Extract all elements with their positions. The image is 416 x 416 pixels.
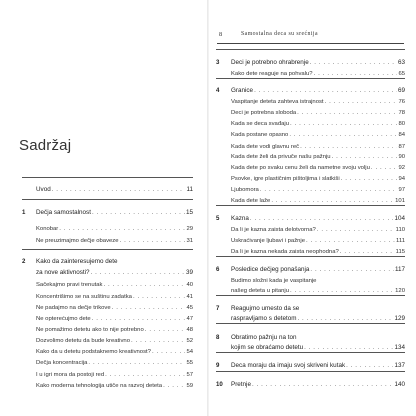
entry-title: našeg deteta u pitanju xyxy=(231,288,289,294)
dot-leader xyxy=(314,69,398,79)
section-divider xyxy=(22,199,193,200)
toc-subsection-entry xyxy=(0,325,207,335)
toc-subsection-entry xyxy=(209,130,416,140)
entry-page-number: 94 xyxy=(398,176,405,182)
entry-title: Da li je kazna nekada zaista neophodna? xyxy=(231,249,339,255)
toc-subsection-entry xyxy=(209,247,416,257)
left-page xyxy=(0,0,207,416)
entry-page-number: 76 xyxy=(398,99,405,105)
dot-leader xyxy=(260,185,398,195)
toc-subsection-entry xyxy=(0,280,207,290)
toc-subsection-entry xyxy=(209,97,416,107)
section-divider xyxy=(216,49,405,50)
entry-page-number: 80 xyxy=(398,121,405,127)
entry-title: Uvod xyxy=(36,186,51,193)
entry-page-number: 40 xyxy=(186,282,193,288)
entry-page-number: 39 xyxy=(185,269,193,276)
entry-page-number: 65 xyxy=(398,71,405,77)
toc-subsection-entry xyxy=(209,108,416,118)
entry-title: Ne pomažimo detetu ako to nije potrebno xyxy=(36,327,144,333)
toc-chapter-entry xyxy=(209,380,416,390)
entry-page-number: 47 xyxy=(186,316,193,322)
dot-leader xyxy=(254,86,397,96)
entry-title: Ne opterećujmo dete xyxy=(36,316,91,322)
entry-page-number: 117 xyxy=(394,266,405,273)
entry-page-number: 63 xyxy=(397,59,405,66)
toc-chapter-entry xyxy=(209,361,416,371)
entry-title: I u igri mora da postoji red xyxy=(36,372,105,378)
entry-title: Dečja samostalnost xyxy=(36,209,91,216)
chapter-number: 1 xyxy=(22,209,26,216)
dot-leader xyxy=(317,225,395,235)
toc-chapter-entry xyxy=(0,268,207,278)
dot-leader xyxy=(131,336,185,346)
toc-chapter-entry xyxy=(209,314,416,324)
dot-leader xyxy=(371,163,398,173)
entry-title: Kada se deca svađaju xyxy=(231,121,289,127)
dot-leader xyxy=(92,208,185,218)
entry-page-number: 101 xyxy=(395,198,405,204)
entry-title: Konobar xyxy=(36,226,59,232)
dot-leader xyxy=(325,97,398,107)
entry-title: Pretnje xyxy=(231,381,251,388)
entry-title: Deci je potrebna sloboda xyxy=(231,110,297,116)
chapter-number: 9 xyxy=(216,362,220,369)
entry-page-number: 110 xyxy=(395,227,405,233)
dot-leader xyxy=(133,292,185,302)
toc-subsection-entry xyxy=(209,185,416,195)
toc-chapter-entry xyxy=(209,343,416,353)
toc-subsection-entry xyxy=(0,303,207,313)
dot-leader xyxy=(103,280,185,290)
entry-title: Granice xyxy=(231,87,254,94)
running-title: Samostalna deca su srećnija xyxy=(241,31,319,37)
entry-page-number: 78 xyxy=(398,110,405,116)
dot-leader xyxy=(250,214,394,224)
chapter-number: 8 xyxy=(216,334,220,341)
entry-title: Kazna xyxy=(231,215,249,222)
entry-page-number: 54 xyxy=(186,349,193,355)
chapter-number: 2 xyxy=(22,258,26,265)
entry-title: za nove aktivnosti? xyxy=(36,269,90,276)
entry-page-number: 111 xyxy=(396,238,405,244)
entry-page-number: 120 xyxy=(395,288,405,294)
toc-subsection-entry xyxy=(0,224,207,234)
toc-subsection-entry xyxy=(0,358,207,368)
entry-title: Kada dete po svaku cenu želi da nametne svoju volju xyxy=(231,165,370,171)
toc-subsection-entry xyxy=(209,236,416,246)
dot-leader xyxy=(297,108,397,118)
dot-leader xyxy=(271,196,394,206)
entry-title: Deci je potrebno ohrabrenje xyxy=(231,59,309,66)
toc-subsection-entry xyxy=(0,347,207,357)
entry-page-number: 52 xyxy=(186,338,193,344)
toc-subsection-entry xyxy=(209,276,416,286)
entry-page-number: 134 xyxy=(394,344,405,351)
toc-subsection-entry xyxy=(209,163,416,173)
chapter-number: 4 xyxy=(216,87,220,94)
section-divider xyxy=(22,249,193,250)
entry-page-number: 29 xyxy=(186,226,193,232)
entry-title: Deca moraju da imaju svoj skriveni kutak xyxy=(231,362,346,369)
chapter-number: 3 xyxy=(216,59,220,66)
toc-subsection-entry xyxy=(209,152,416,162)
section-divider xyxy=(216,371,405,372)
entry-title: kojim se obraćamo detetu xyxy=(231,344,304,351)
chapter-number: 10 xyxy=(216,381,223,388)
entry-page-number: 48 xyxy=(186,327,193,333)
chapter-number: 5 xyxy=(216,215,220,222)
dot-leader xyxy=(289,130,397,140)
chapter-number: 7 xyxy=(216,305,220,312)
entry-title: Reagujmo umesto da se xyxy=(231,305,300,312)
entry-title: Kada dete laže xyxy=(231,198,271,204)
dot-leader xyxy=(300,142,397,152)
entry-title: Ne preuzimajmo dečje obaveze xyxy=(36,238,119,244)
entry-page-number: 97 xyxy=(398,187,405,193)
entry-title: Budimo složni kada je vaspitanje xyxy=(231,278,317,284)
entry-page-number: 59 xyxy=(186,383,193,389)
entry-page-number: 45 xyxy=(186,305,193,311)
toc-chapter-entry xyxy=(209,304,416,314)
dot-leader xyxy=(290,119,397,129)
entry-title: Da li je kazna zaista delotvorna? xyxy=(231,227,316,233)
page-number: 8 xyxy=(219,31,223,38)
dot-leader xyxy=(290,286,394,296)
entry-title: Sačekajmo pravi trenutak xyxy=(36,282,103,288)
entry-title: Uskraćivanje ljubavi i pažnje xyxy=(231,238,305,244)
dot-leader xyxy=(163,381,185,391)
toc-chapter-entry xyxy=(209,58,416,68)
toc-chapter-entry xyxy=(209,333,416,343)
entry-page-number: 137 xyxy=(394,362,405,369)
toc-subsection-entry xyxy=(209,196,416,206)
dot-leader xyxy=(332,152,398,162)
entry-title: Kako da zainteresujemo dete xyxy=(36,258,118,265)
entry-title: Kako moderna tehnologija utiče na razvoj deteta xyxy=(36,383,163,389)
dot-leader xyxy=(91,268,185,278)
entry-page-number: 115 xyxy=(395,249,405,255)
toc-subsection-entry xyxy=(0,292,207,302)
entry-title: Ne padajmo na dečje trikove xyxy=(36,305,111,311)
dot-leader xyxy=(152,347,185,357)
entry-page-number: 104 xyxy=(394,215,405,222)
dot-leader xyxy=(112,303,186,313)
entry-title: Kada dete vodi glavnu reč xyxy=(231,144,300,150)
entry-title: Obratimo pažnju na ton xyxy=(231,334,297,341)
section-divider xyxy=(22,177,193,178)
entry-page-number: 90 xyxy=(398,154,405,160)
dot-leader xyxy=(105,370,185,380)
toc-subsection-entry xyxy=(0,314,207,324)
dot-leader xyxy=(346,361,393,371)
dot-leader xyxy=(88,358,185,368)
dot-leader xyxy=(92,314,186,324)
toc-heading: Sadržaj xyxy=(19,137,72,154)
toc-subsection-entry xyxy=(0,236,207,246)
dot-leader xyxy=(59,224,185,234)
dot-leader xyxy=(306,236,395,246)
toc-chapter-entry xyxy=(0,257,207,267)
dot-leader xyxy=(297,314,393,324)
entry-title: Kada postane opasno xyxy=(231,132,289,138)
dot-leader xyxy=(52,185,186,195)
dot-leader xyxy=(145,325,186,335)
entry-title: Dozvolimo detetu da bude kreativno xyxy=(36,338,130,344)
entry-page-number: 41 xyxy=(186,294,193,300)
entry-title: Kada dete želi da privuče našu pažnju xyxy=(231,154,331,160)
toc-subsection-entry xyxy=(209,119,416,129)
entry-page-number: 31 xyxy=(186,238,193,244)
toc-chapter-entry xyxy=(209,214,416,224)
toc-chapter-entry xyxy=(209,86,416,96)
entry-page-number: 140 xyxy=(394,381,405,388)
dot-leader xyxy=(304,343,393,353)
entry-title: Vaspitanje deteta zahteva istrajnost xyxy=(231,99,324,105)
toc-subsection-entry xyxy=(209,286,416,296)
toc-chapter-entry xyxy=(0,208,207,218)
dot-leader xyxy=(310,265,394,275)
entry-title: Kako da u detetu podstaknemo kreativnost? xyxy=(36,349,151,355)
entry-page-number: 57 xyxy=(186,372,193,378)
entry-page-number: 84 xyxy=(398,132,405,138)
entry-title: Koncentrišimo se na suštinu zadatka xyxy=(36,294,132,300)
toc-subsection-entry xyxy=(209,142,416,152)
dot-leader xyxy=(341,174,398,184)
dot-leader xyxy=(340,247,395,257)
entry-page-number: 11 xyxy=(186,186,193,193)
entry-page-number: 87 xyxy=(398,144,405,150)
toc-subsection-entry xyxy=(0,370,207,380)
entry-title: raspravljamo s detetom xyxy=(231,315,297,322)
entry-title: Posledice dečjeg ponašanja xyxy=(231,266,310,273)
toc-subsection-entry xyxy=(209,174,416,184)
entry-page-number: 129 xyxy=(394,315,405,322)
entry-title: Kako dete reaguje na pohvalu? xyxy=(231,71,313,77)
running-header xyxy=(217,31,404,44)
chapter-number: 6 xyxy=(216,266,220,273)
toc-chapter-entry xyxy=(0,185,207,195)
dot-leader xyxy=(120,236,186,246)
dot-leader xyxy=(252,380,394,390)
toc-subsection-entry xyxy=(0,336,207,346)
right-page xyxy=(209,0,416,416)
entry-page-number: 55 xyxy=(186,360,193,366)
dot-leader xyxy=(310,58,397,68)
entry-title: Psovke, igre plastičnim pištoljima i slatkiši xyxy=(231,176,340,182)
entry-page-number: 92 xyxy=(398,165,405,171)
entry-title: Dečja koncentracija xyxy=(36,360,88,366)
toc-subsection-entry xyxy=(209,69,416,79)
entry-page-number: 15 xyxy=(185,209,193,216)
entry-page-number: 69 xyxy=(397,87,405,94)
toc-subsection-entry xyxy=(0,381,207,391)
toc-chapter-entry xyxy=(209,265,416,275)
entry-title: Ljubomora xyxy=(231,187,259,193)
toc-subsection-entry xyxy=(209,225,416,235)
